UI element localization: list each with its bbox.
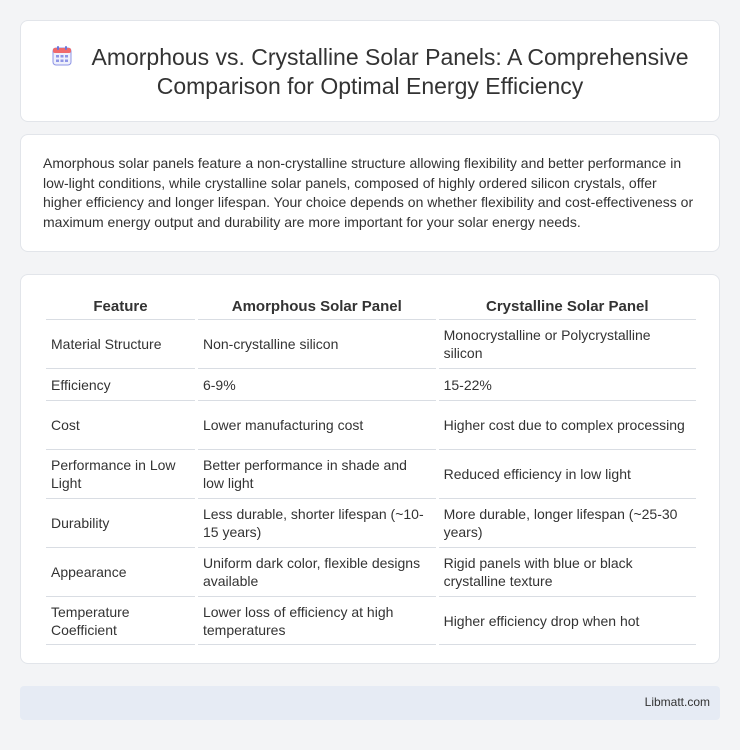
amorphous-cell: Less durable, shorter lifespan (~10-15 years) xyxy=(198,498,436,547)
crystalline-cell: Higher cost due to complex processing xyxy=(439,400,696,449)
title-card xyxy=(20,20,720,122)
table-row xyxy=(46,547,696,596)
amorphous-cell: 6-9% xyxy=(198,368,436,400)
feature-cell: Appearance xyxy=(46,547,195,596)
feature-cell: Durability xyxy=(46,498,195,547)
table-row xyxy=(46,498,696,547)
amorphous-cell: Better performance in shade and low light xyxy=(198,449,436,498)
crystalline-cell: Rigid panels with blue or black crystalline texture xyxy=(439,547,696,596)
crystalline-cell: Reduced efficiency in low light xyxy=(439,449,696,498)
crystalline-cell: Higher efficiency drop when hot xyxy=(439,596,696,645)
amorphous-cell: Lower loss of efficiency at high temperatures xyxy=(198,596,436,645)
intro-paragraph: Amorphous solar panels feature a non-crystalline structure allowing flexibility and better performance in low-light conditions, while crystalline solar panels, composed of highly ordered silicon crystals, offer higher efficiency and longer lifespan. Your choice depends on whether flexibility and cost-effectiveness or maximum energy output and durability are more important for your solar energy needs. xyxy=(43,155,694,230)
amorphous-cell: Uniform dark color, flexible designs available xyxy=(198,547,436,596)
amorphous-cell: Non-crystalline silicon xyxy=(198,319,436,368)
feature-cell: Temperature Coefficient xyxy=(46,596,195,645)
table-row xyxy=(46,596,696,645)
footer-bar xyxy=(20,686,720,720)
header-feature: Feature xyxy=(93,298,148,315)
intro-card xyxy=(20,134,720,252)
table-row xyxy=(46,449,696,498)
crystalline-cell: More durable, longer lifespan (~25-30 years) xyxy=(439,498,696,547)
page-title-text: Amorphous vs. Crystalline Solar Panels: A Comprehensive Comparison for Optimal Energy Efficiency xyxy=(91,44,689,99)
page-title xyxy=(21,21,719,101)
amorphous-cell: Lower manufacturing cost xyxy=(198,400,436,449)
footer-site-link[interactable]: Libmatt.com xyxy=(644,695,710,709)
table-row xyxy=(46,319,696,368)
feature-cell: Efficiency xyxy=(46,368,195,400)
header-amorphous: Amorphous Solar Panel xyxy=(231,298,402,315)
table-row xyxy=(46,400,696,449)
crystalline-cell: 15-22% xyxy=(439,368,696,400)
comparison-table xyxy=(43,297,699,645)
comparison-card xyxy=(20,274,720,664)
feature-cell: Cost xyxy=(46,400,195,449)
crystalline-cell: Monocrystalline or Polycrystalline silicon xyxy=(439,319,696,368)
table-header-row xyxy=(46,297,696,319)
table-row xyxy=(46,368,696,400)
feature-cell: Material Structure xyxy=(46,319,195,368)
calendar-icon xyxy=(51,45,73,67)
feature-cell: Performance in Low Light xyxy=(46,449,195,498)
header-crystalline: Crystalline Solar Panel xyxy=(486,298,649,315)
